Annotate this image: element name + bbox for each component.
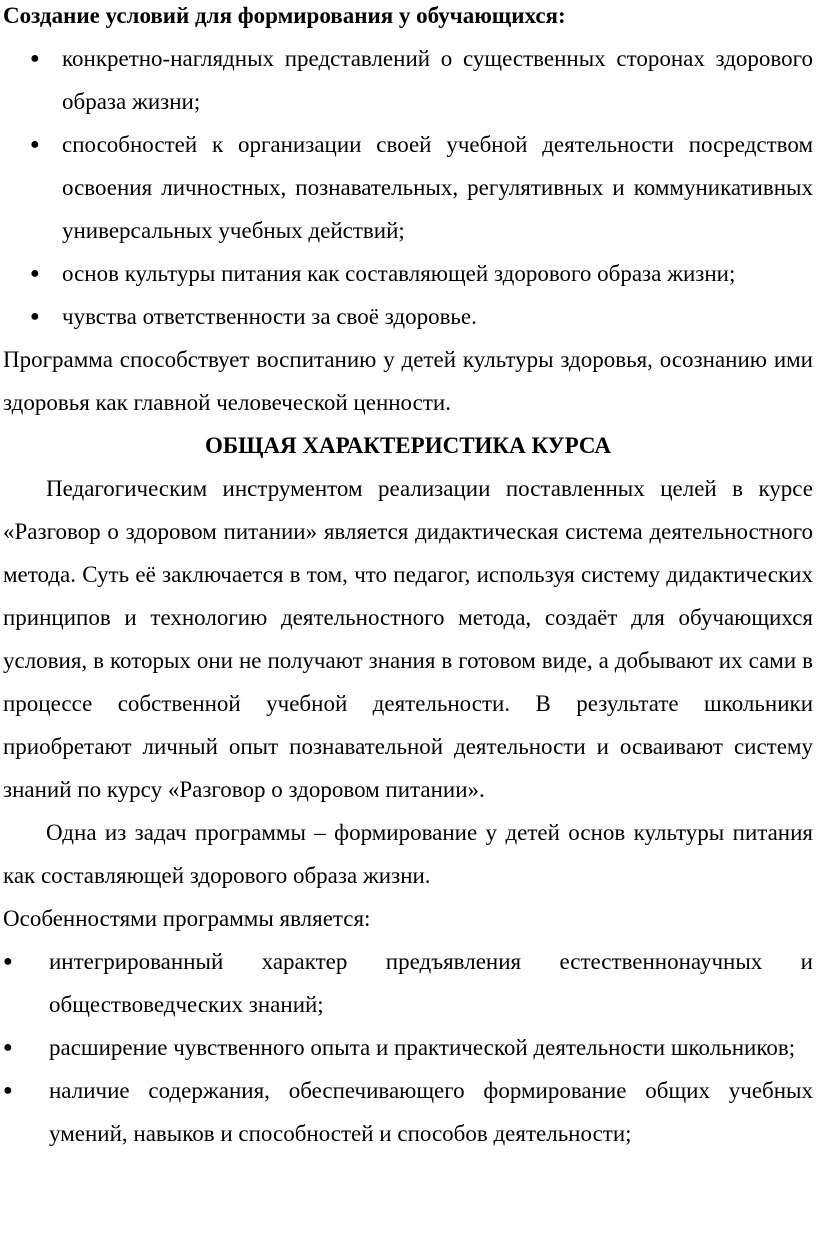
- bullet-icon: ●: [30, 308, 40, 325]
- bullet-icon: ●: [30, 50, 40, 67]
- list-item-text: способностей к организации своей учебной деятельности посредством освоения личностных, познавательных, регулятивных и коммуникативных универсальных учебных действий;: [62, 132, 813, 243]
- list-item-text: основ культуры питания как составляющей здорового образа жизни;: [62, 261, 736, 286]
- conditions-list: [3, 37, 813, 338]
- intro-heading: Создание условий для формирования у обучающихся:: [3, 3, 566, 28]
- list-item: [3, 1026, 813, 1069]
- method-paragraph: Педагогическим инструментом реализации поставленных целей в курсе «Разговор о здоровом питании» является дидактическая система деятельностного метода. Суть её заключается в том, что педагог, используя систему дидактических принципов и технологию деятельностного метода, создаёт для обучающихся условия, в которых они не получают знания в готовом виде, а добывают их сами в процессе собственной учебной деятельности. В результате школьники приобретают личный опыт познавательной деятельности и осваивают систему знаний по курсу «Разговор о здоровом питании».: [3, 476, 813, 802]
- bullet-icon: ●: [3, 1039, 13, 1056]
- program-paragraph: Программа способствует воспитанию у детей культуры здоровья, осознанию ими здоровья как главной человеческой ценности.: [3, 347, 813, 415]
- list-item-text: конкретно-наглядных представлений о существенных сторонах здорового образа жизни;: [62, 46, 813, 114]
- list-item-text: наличие содержания, обеспечивающего формирование общих учебных умений, навыков и способностей и способов деятельности;: [49, 1078, 813, 1146]
- list-item: [3, 252, 813, 295]
- bullet-icon: ●: [30, 136, 40, 153]
- list-item: [3, 123, 813, 252]
- list-item: [3, 1069, 813, 1155]
- features-intro: Особенностями программы является:: [3, 906, 371, 931]
- bullet-icon: ●: [3, 953, 13, 970]
- bullet-icon: ●: [30, 265, 40, 282]
- list-item: [3, 37, 813, 123]
- task-paragraph: Одна из задач программы – формирование у детей основ культуры питания как составляющей здорового образа жизни.: [3, 820, 813, 888]
- section-title: ОБЩАЯ ХАРАКТЕРИСТИКА КУРСА: [205, 433, 611, 458]
- list-item-text: расширение чувственного опыта и практической деятельности школьников;: [49, 1035, 796, 1060]
- list-item-text: чувства ответственности за своё здоровье.: [62, 304, 477, 329]
- bullet-icon: ●: [3, 1082, 13, 1099]
- list-item: [3, 940, 813, 1026]
- list-item: [3, 295, 813, 338]
- list-item-text: интегрированный характер предъявления естественнонаучных и обществоведческих знаний;: [49, 949, 813, 1017]
- features-list: [3, 940, 813, 1155]
